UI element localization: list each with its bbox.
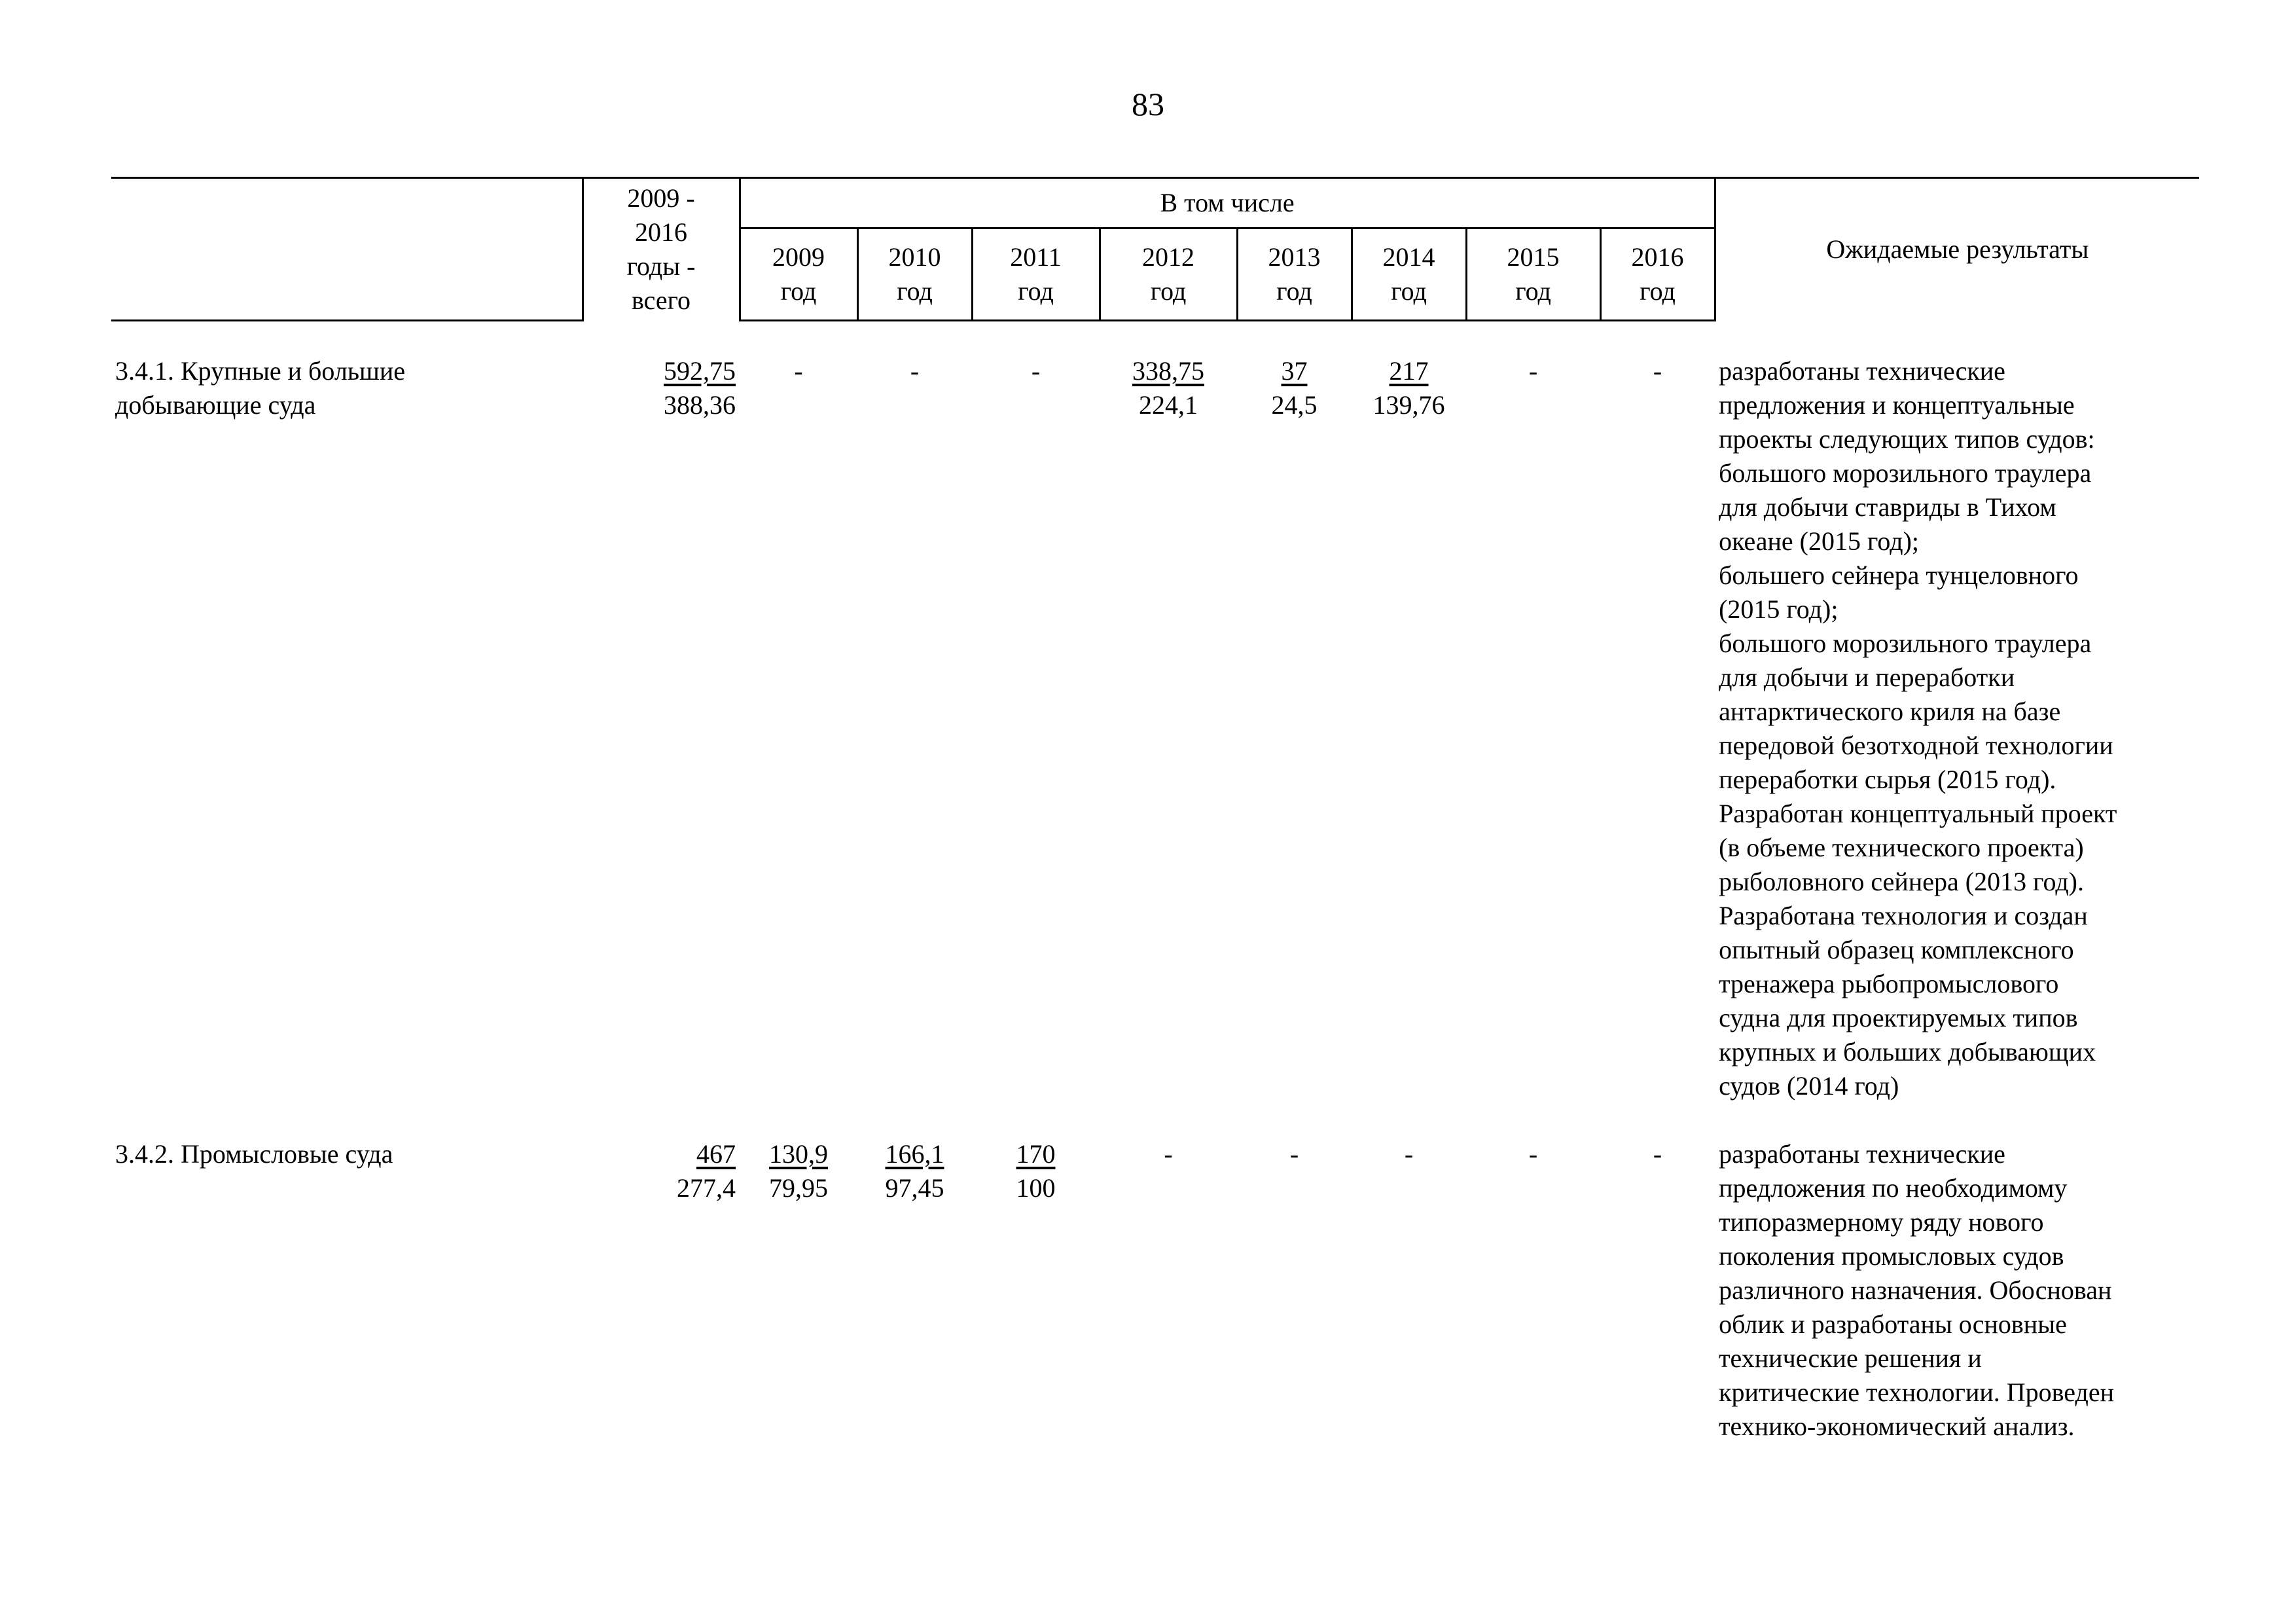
header-year-2013: 2013 год [1237,228,1352,320]
row-value-2013: - [1289,1139,1299,1169]
row-name: 3.4.2. Промысловые суда [115,1139,393,1169]
program-table [111,177,2199,1444]
header-total: 2009 - 2016 годы - всего [583,178,740,321]
header-in-total: В том числе [740,178,1715,228]
header-name-blank [111,178,583,321]
row-value-2010: - [910,356,920,386]
row-value-2013: 37 24,5 [1271,356,1318,420]
header-year-2014: 2014 год [1352,228,1466,320]
header-results: Ожидаемые результаты [1715,178,2199,321]
row-value-2009: - [794,356,803,386]
table-row [111,354,2199,1103]
header-year-2010: 2010 год [857,228,972,320]
header-year-2012: 2012 год [1100,228,1237,320]
row-value-2015: - [1528,1139,1538,1169]
header-year-2011: 2011 год [972,228,1100,320]
row-result: разработаны технические предложения и концептуальные проекты следующих типов судов: большого морозильного траулера для добычи ставриды в Тихом океане (2015 год); большего сейнера тунцеловного (2015 год); большого морозильного траулера для добычи и переработки антарктического криля на базе передовой безотходной технологии переработки сырья (2015 год). Разработан концептуальный проект (в объеме технического проекта) рыболовного сейнера (2013 год). Разработана технология и создан опытный образец комплексного тренажера рыбопромыслового судна для проектируемых типов крупных и больших добывающих судов (2014 год) [1719,356,2117,1101]
row-value-2014: 217 139,76 [1372,356,1445,420]
row-value-2014: - [1404,1139,1414,1169]
header-year-2009: 2009 год [740,228,857,320]
row-value-2009: 130,9 79,95 [769,1139,828,1203]
header-year-2015: 2015 год [1466,228,1600,320]
row-value-2011: - [1031,356,1041,386]
table-row [111,1137,2199,1444]
page-number: 83 [1132,86,1164,122]
row-value-2010: 166,1 97,45 [885,1139,944,1203]
row-total: 467 277,4 [677,1139,736,1203]
header-year-2016: 2016 год [1600,228,1715,320]
row-value-2015: - [1528,356,1538,386]
row-name: 3.4.1. Крупные и большие добывающие суда [115,356,405,420]
row-value-2016: - [1653,356,1662,386]
row-value-2016: - [1653,1139,1662,1169]
row-total: 592,75 388,36 [664,356,736,420]
row-value-2012: - [1164,1139,1173,1169]
row-result: разработаны технические предложения по необходимому типоразмерному ряду нового поколения промысловых судов различного назначения. Обоснован облик и разработаны основные технические решения и критические технологии. Проведен технико-экономический анализ. [1719,1139,2115,1441]
row-value-2012: 338,75 224,1 [1132,356,1204,420]
row-value-2011: 170 100 [1016,1139,1056,1203]
table-header [111,178,2199,321]
